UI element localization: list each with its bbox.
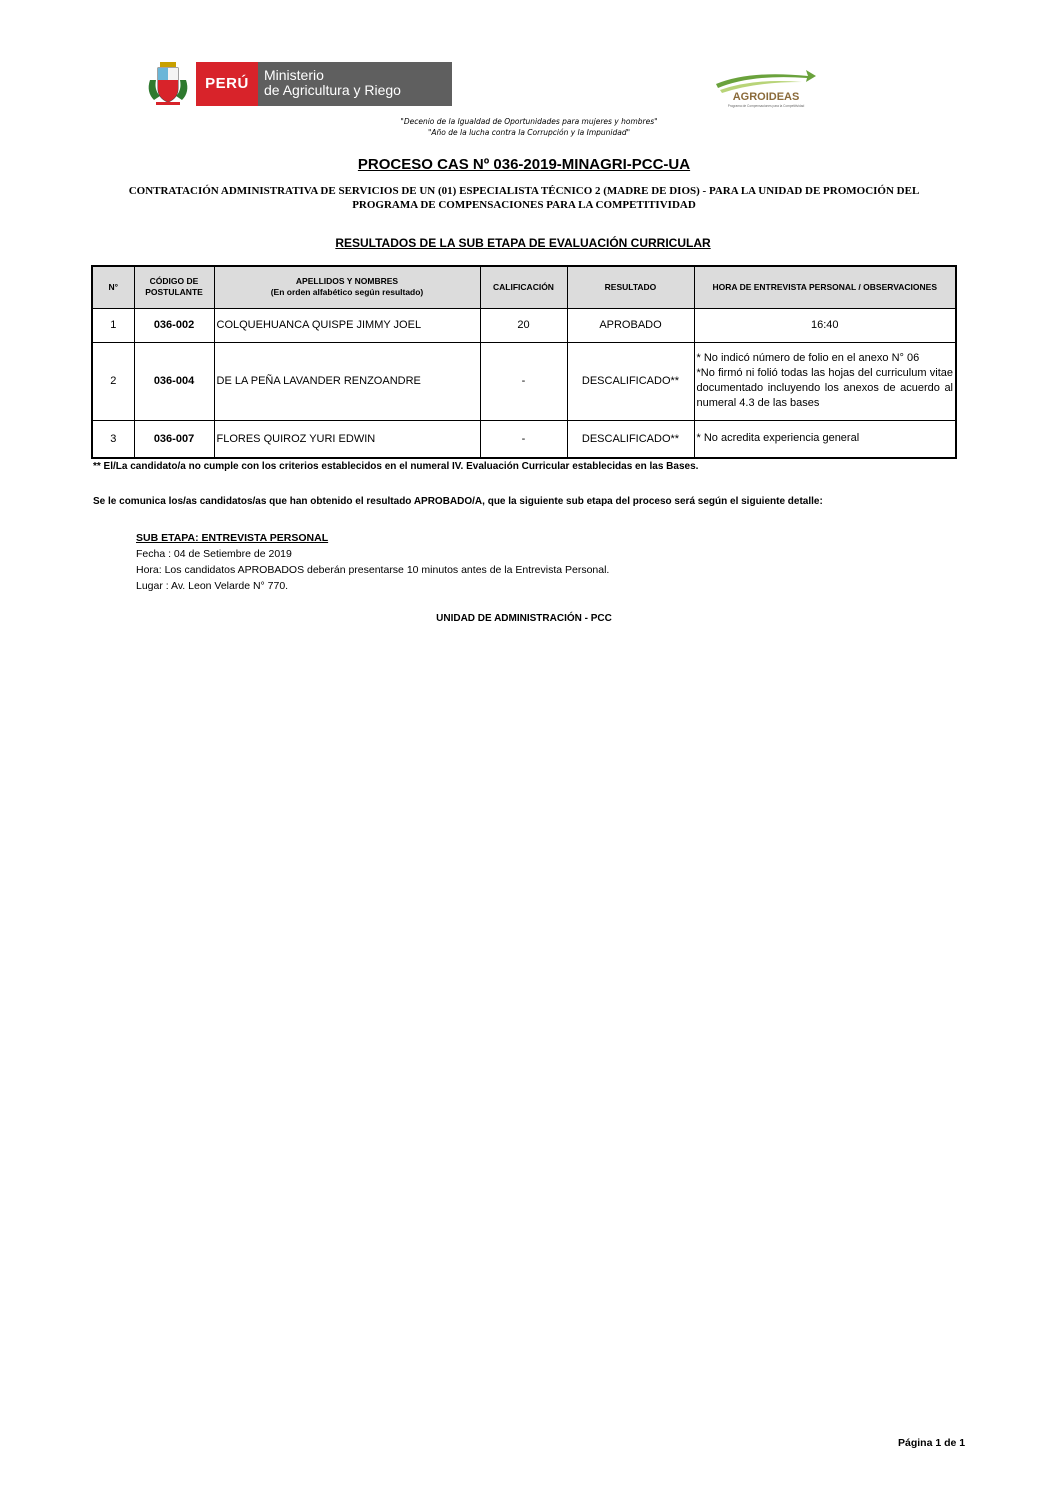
interview-place: Lugar : Av. Leon Velarde N° 770.: [136, 580, 289, 592]
row-name: DE LA PEÑA LAVANDER RENZOANDRE: [214, 342, 480, 420]
row-score: -: [480, 342, 567, 420]
row-result: DESCALIFICADO**: [567, 420, 694, 458]
row-observations: 16:40: [694, 308, 956, 342]
header-code-line-2: POSTULANTE: [145, 287, 203, 298]
row-result: APROBADO: [567, 308, 694, 342]
process-subtitle: CONTRATACIÓN ADMINISTRATIVA DE SERVICIOS DE UN (01) ESPECIALISTA TÉCNICO 2 (MADRE DE DIOS) - PARA LA UNIDAD DE PROMOCIÓN DEL PROGRAMA DE COMPENSACIONES PARA LA COMPETITIVIDAD: [128, 185, 920, 211]
row-num: 3: [92, 420, 134, 458]
interview-time: Hora: Los candidatos APROBADOS deberán presentarse 10 minutos antes de la Entrevista Personal.: [136, 564, 610, 576]
row-name: COLQUEHUANCA QUISPE JIMMY JOEL: [214, 308, 480, 342]
issuing-unit: UNIDAD DE ADMINISTRACIÓN - PCC: [436, 613, 612, 624]
header-name-line-2: (En orden alfabético según resultado): [270, 287, 424, 298]
peru-coat-of-arms-icon: [144, 62, 192, 106]
header-name-line-1: APELLIDOS Y NOMBRES: [295, 276, 399, 287]
header-observations: HORA DE ENTREVISTA PERSONAL / OBSERVACIONES: [694, 266, 956, 308]
decade-quote: "Decenio de la Igualdad de Oportunidades para mujeres y hombres": [400, 117, 658, 126]
approved-notice: Se le comunica los/as candidatos/as que han obtenido el resultado APROBADO/A, que la siguiente sub etapa del proceso será según el siguiente detalle:: [93, 496, 823, 507]
row-name: FLORES QUIROZ YURI EDWIN: [214, 420, 480, 458]
header-code-line-1: CÓDIGO DE: [149, 276, 199, 287]
interview-details: [136, 530, 609, 594]
row-observations: [694, 342, 956, 420]
agroideas-name: AGROIDEAS: [732, 91, 800, 103]
ministry-line-2: de Agricultura y Riego: [264, 82, 401, 98]
header-num: N°: [92, 266, 134, 308]
results-table: [91, 265, 957, 459]
table-row: [92, 342, 956, 420]
header-result: RESULTADO: [567, 266, 694, 308]
disqualification-footnote: ** El/La candidato/a no cumple con los criterios establecidos en el numeral IV. Evaluación Curricular establecidas en las Bases.: [93, 461, 699, 472]
row-code: 036-002: [134, 308, 214, 342]
interview-title: SUB ETAPA: ENTREVISTA PERSONAL: [136, 532, 329, 544]
header-code: [134, 266, 214, 308]
agroideas-tagline: Programa de Compensaciones para la Competitividad: [727, 104, 805, 108]
results-title: RESULTADOS DE LA SUB ETAPA DE EVALUACIÓN CURRICULAR: [335, 236, 711, 250]
agroideas-logo: [710, 62, 822, 110]
ministry-name: [264, 68, 401, 98]
agroideas-swoosh-icon: [716, 70, 816, 88]
row-observations: * No acredita experiencia general: [694, 420, 956, 458]
row-num: 2: [92, 342, 134, 420]
year-quote: "Año de la lucha contra la Corrupción y la Impunidad": [427, 128, 631, 137]
observation-line-1: * No indicó número de folio en el anexo N° 06: [696, 352, 920, 364]
table-row: [92, 308, 956, 342]
row-num: 1: [92, 308, 134, 342]
row-code: 036-007: [134, 420, 214, 458]
interview-date: Fecha : 04 de Setiembre de 2019: [136, 548, 292, 560]
peru-label: PERÚ: [205, 75, 249, 92]
table-row: [92, 420, 956, 458]
row-score: -: [480, 420, 567, 458]
header-score: CALIFICACIÓN: [480, 266, 567, 308]
page-number: Página 1 de 1: [898, 1437, 966, 1449]
process-title: PROCESO CAS Nº 036-2019-MINAGRI-PCC-UA: [357, 156, 691, 173]
header-name: [214, 266, 480, 308]
row-result: DESCALIFICADO**: [567, 342, 694, 420]
table-header-row: [92, 266, 956, 308]
ministry-logo: [196, 62, 452, 106]
row-code: 036-004: [134, 342, 214, 420]
observation-line-2: *No firmó ni folió todas las hojas del curriculum vitae documentado incluyendo los anexos de acuerdo al numeral 4.3 de las bases: [696, 367, 953, 409]
ministry-line-1: Ministerio: [264, 67, 324, 83]
row-score: 20: [480, 308, 567, 342]
